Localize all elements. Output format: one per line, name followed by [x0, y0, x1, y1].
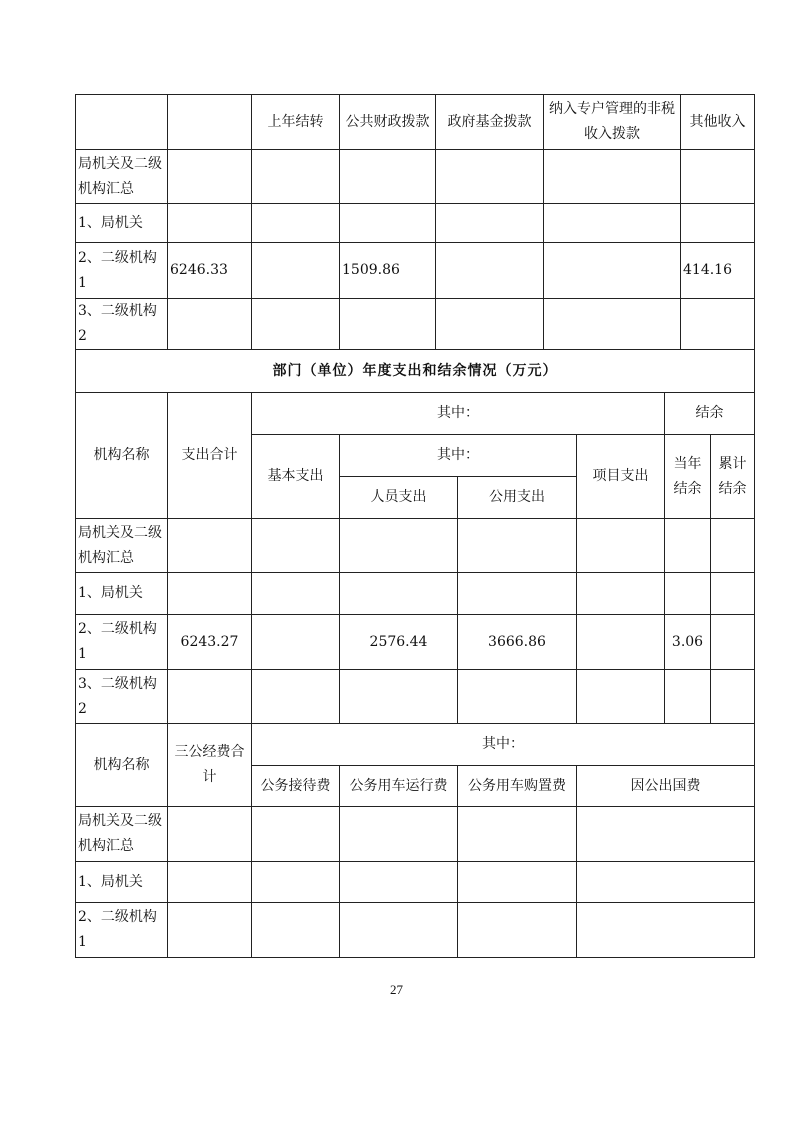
carryover-cell: [252, 150, 340, 204]
nontax-cell: [544, 204, 681, 243]
personnel-cell: [340, 573, 458, 615]
header-cell: 政府基金拨款: [436, 95, 544, 150]
table-row: [76, 670, 755, 724]
public-fin-cell: [340, 204, 436, 243]
org-name-cell: 1、局机关: [76, 573, 168, 615]
basic-cell: [252, 615, 340, 670]
gov-fund-cell: [436, 243, 544, 299]
gov-fund-cell: [436, 150, 544, 204]
table-row: [76, 903, 755, 958]
other-cell: [681, 204, 755, 243]
current-balance-cell: [665, 519, 711, 573]
balance-header: 结余: [665, 393, 755, 435]
total-cell: [168, 807, 252, 862]
total-cell: [168, 519, 252, 573]
carryover-cell: [252, 243, 340, 299]
car-purchase-cell: [458, 807, 577, 862]
cumulative-balance-cell: [711, 519, 755, 573]
table-row: [76, 573, 755, 615]
org-name-cell: 2、二级机构1: [76, 903, 168, 958]
carryover-cell: [252, 204, 340, 243]
cumulative-balance-cell: [711, 670, 755, 724]
other-cell: [681, 299, 755, 350]
public-fin-cell: [340, 299, 436, 350]
org-name-cell: 3、二级机构2: [76, 299, 168, 350]
car-running-cell: [340, 862, 458, 903]
total-cell: [168, 204, 252, 243]
total-cell: [168, 150, 252, 204]
basic-cell: [252, 519, 340, 573]
table-row: [76, 862, 755, 903]
project-cell: [577, 670, 665, 724]
abroad-header: 因公出国费: [577, 766, 755, 807]
of-which-header: 其中：: [252, 393, 665, 435]
public-use-header: 公用支出: [458, 477, 577, 519]
table-row: [76, 150, 755, 204]
org-name-cell: 2、二级机构1: [76, 615, 168, 670]
public-use-cell: 3666.86: [458, 615, 577, 670]
car-purchase-cell: [458, 903, 577, 958]
personnel-cell: [340, 670, 458, 724]
project-cell: [577, 519, 665, 573]
header-cell: 纳入专户管理的非税收入拨款: [544, 95, 681, 150]
project-header: 项目支出: [577, 435, 665, 519]
public-use-cell: [458, 573, 577, 615]
org-name-cell: 2、二级机构1: [76, 243, 168, 299]
table-row: [76, 519, 755, 573]
car-running-cell: [340, 903, 458, 958]
abroad-cell: [577, 807, 755, 862]
table-row: [76, 807, 755, 862]
total-cell: [168, 573, 252, 615]
org-name-cell: 局机关及二级机构汇总: [76, 519, 168, 573]
header-cell: 上年结转: [252, 95, 340, 150]
other-cell: 414.16: [681, 243, 755, 299]
reception-cell: [252, 903, 340, 958]
table-row: [76, 243, 755, 299]
total-cell: [168, 903, 252, 958]
nontax-cell: [544, 299, 681, 350]
carryover-cell: [252, 299, 340, 350]
header-cell: [168, 95, 252, 150]
reception-cell: [252, 807, 340, 862]
org-name-cell: 局机关及二级机构汇总: [76, 150, 168, 204]
car-running-header: 公务用车运行费: [340, 766, 458, 807]
expense-table: [75, 349, 755, 724]
car-running-cell: [340, 807, 458, 862]
total-cell: [168, 670, 252, 724]
project-cell: [577, 573, 665, 615]
of-which-header: 其中：: [252, 724, 755, 766]
table-header-row: [76, 95, 755, 150]
of-which-sub-header: 其中：: [340, 435, 577, 477]
abroad-cell: [577, 903, 755, 958]
personnel-header: 人员支出: [340, 477, 458, 519]
total-cell: [168, 862, 252, 903]
project-cell: [577, 615, 665, 670]
public-use-cell: [458, 519, 577, 573]
table-row: [76, 615, 755, 670]
page-number: 27: [390, 982, 403, 997]
table-row: [76, 299, 755, 350]
car-purchase-header: 公务用车购置费: [458, 766, 577, 807]
three-public-expense-table: [75, 723, 755, 958]
nontax-cell: [544, 150, 681, 204]
car-purchase-cell: [458, 862, 577, 903]
public-fin-cell: 1509.86: [340, 243, 436, 299]
current-balance-cell: [665, 573, 711, 615]
gov-fund-cell: [436, 204, 544, 243]
abroad-cell: [577, 862, 755, 903]
org-name-cell: 1、局机关: [76, 204, 168, 243]
header-cell: 公共财政拨款: [340, 95, 436, 150]
gov-fund-cell: [436, 299, 544, 350]
basic-cell: [252, 573, 340, 615]
public-use-cell: [458, 670, 577, 724]
current-balance-header: 当年结余: [665, 435, 711, 519]
expense-table-title: 部门（单位）年度支出和结余情况（万元）: [76, 350, 755, 393]
personnel-cell: [340, 519, 458, 573]
cumulative-balance-cell: [711, 615, 755, 670]
reception-cell: [252, 862, 340, 903]
header-cell: [76, 95, 168, 150]
org-name-cell: 局机关及二级机构汇总: [76, 807, 168, 862]
org-name-header: 机构名称: [76, 724, 168, 807]
basic-header: 基本支出: [252, 435, 340, 519]
org-name-cell: 3、二级机构2: [76, 670, 168, 724]
total-cell: 6246.33: [168, 243, 252, 299]
current-balance-cell: [665, 670, 711, 724]
org-name-header: 机构名称: [76, 393, 168, 519]
cumulative-balance-header: 累计结余: [711, 435, 755, 519]
income-table: [75, 94, 755, 350]
reception-header: 公务接待费: [252, 766, 340, 807]
table-row: [76, 204, 755, 243]
basic-cell: [252, 670, 340, 724]
org-name-cell: 1、局机关: [76, 862, 168, 903]
header-cell: 其他收入: [681, 95, 755, 150]
current-balance-cell: 3.06: [665, 615, 711, 670]
total-cell: 6243.27: [168, 615, 252, 670]
total-header: 支出合计: [168, 393, 252, 519]
personnel-cell: 2576.44: [340, 615, 458, 670]
cumulative-balance-cell: [711, 573, 755, 615]
other-cell: [681, 150, 755, 204]
nontax-cell: [544, 243, 681, 299]
total-cell: [168, 299, 252, 350]
total-header: 三公经费合计: [168, 724, 252, 807]
public-fin-cell: [340, 150, 436, 204]
